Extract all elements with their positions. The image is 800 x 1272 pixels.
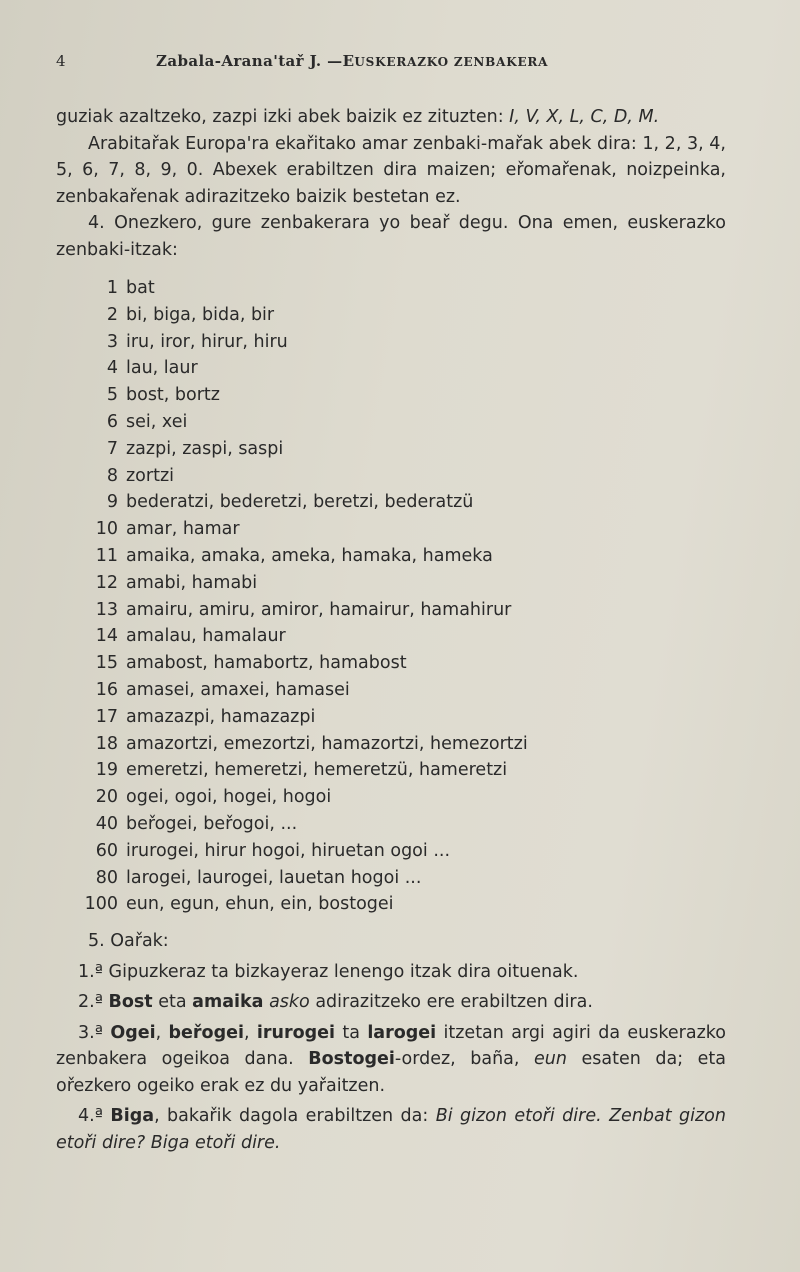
list-item bbox=[56, 811, 726, 838]
note-ordinal: 1.ª bbox=[78, 961, 103, 982]
list-words: zazpi, zaspi, saspi bbox=[126, 438, 284, 459]
note-text: , bakařik dagola erabiltzen da: bbox=[154, 1106, 436, 1127]
title-smallcaps: USKERAZKO ZENBAKERA bbox=[354, 55, 549, 69]
running-title bbox=[156, 52, 548, 70]
note-text: ta bbox=[335, 1022, 368, 1043]
list-words: amasei, amaxei, hamasei bbox=[126, 679, 350, 700]
title-initial: E bbox=[342, 52, 355, 70]
notes-heading: 5. Oařak: bbox=[88, 931, 169, 952]
note-text: eta bbox=[152, 992, 193, 1013]
list-number: 15 bbox=[95, 653, 118, 674]
list-number: 60 bbox=[95, 840, 118, 861]
list-number: 5 bbox=[106, 385, 118, 406]
note-italic-word: asko bbox=[269, 992, 310, 1013]
list-number: 2 bbox=[106, 304, 118, 325]
note-bold-word: Ogei bbox=[110, 1022, 156, 1043]
list-item bbox=[56, 865, 726, 892]
list-words: bost, bortz bbox=[126, 385, 220, 406]
list-number: 9 bbox=[106, 492, 118, 513]
list-words: beřogei, beřogoi, ... bbox=[126, 813, 298, 834]
list-number: 10 bbox=[95, 519, 118, 540]
list-words: ogei, ogoi, hogei, hogoi bbox=[126, 787, 332, 808]
author-name: Zabala-Arana'tař J. bbox=[156, 52, 322, 70]
list-words: amaika, amaka, ameka, hamaka, hameka bbox=[126, 545, 493, 566]
list-words: amabost, hamabortz, hamabost bbox=[126, 653, 407, 674]
body-text bbox=[56, 104, 726, 1156]
list-words: iru, iror, hirur, hiru bbox=[126, 331, 288, 352]
page-number: 4 bbox=[56, 52, 66, 70]
list-item bbox=[56, 382, 726, 409]
note-text: Gipuzkeraz ta bizkayeraz lenengo itzak dira oituenak. bbox=[108, 961, 579, 982]
list-words: bi, biga, bida, bir bbox=[126, 304, 275, 325]
list-number: 80 bbox=[95, 867, 118, 888]
note-text: itzetan argi agiri da euskerazko zenbakera ogeikoa dana. bbox=[56, 1022, 726, 1070]
list-number: 4 bbox=[106, 358, 118, 379]
list-number: 12 bbox=[95, 572, 118, 593]
list-words: sei, xei bbox=[126, 411, 188, 432]
note-ordinal: 2.ª bbox=[78, 992, 103, 1013]
list-item bbox=[56, 436, 726, 463]
note-bold-word: Bostogei bbox=[308, 1049, 395, 1070]
list-words: larogei, laurogei, lauetan hogoi ... bbox=[126, 867, 422, 888]
note-ordinal: 4.ª bbox=[78, 1106, 103, 1127]
list-number: 7 bbox=[106, 438, 118, 459]
list-item bbox=[56, 891, 726, 918]
list-item bbox=[56, 784, 726, 811]
list-item bbox=[56, 275, 726, 302]
list-item bbox=[56, 731, 726, 758]
list-number: 11 bbox=[95, 545, 118, 566]
note-bold-word: beřogei bbox=[168, 1022, 244, 1043]
list-item bbox=[56, 516, 726, 543]
list-number: 19 bbox=[95, 760, 118, 781]
list-item bbox=[56, 543, 726, 570]
list-number: 20 bbox=[95, 787, 118, 808]
list-words: amairu, amiru, amiror, hamairur, hamahirur bbox=[126, 599, 512, 620]
list-item bbox=[56, 329, 726, 356]
list-item bbox=[56, 650, 726, 677]
paragraph-roman-numerals bbox=[56, 104, 726, 131]
list-number: 18 bbox=[95, 733, 118, 754]
list-number: 14 bbox=[95, 626, 118, 647]
list-number: 8 bbox=[106, 465, 118, 486]
list-words: amazortzi, emezortzi, hamazortzi, hemezortzi bbox=[126, 733, 528, 754]
list-number: 100 bbox=[84, 894, 118, 915]
note-1 bbox=[56, 959, 726, 986]
list-words: bat bbox=[126, 278, 155, 298]
list-item bbox=[56, 677, 726, 704]
note-bold-word: amaika bbox=[192, 992, 264, 1013]
list-item bbox=[56, 489, 726, 516]
list-words: zortzi bbox=[126, 465, 174, 486]
list-item bbox=[56, 838, 726, 865]
list-words: bederatzi, bederetzi, beretzi, bederatzü bbox=[126, 492, 474, 513]
list-item bbox=[56, 704, 726, 731]
list-number: 16 bbox=[95, 679, 118, 700]
p1-text: guziak azaltzeko, zazpi izki abek baizik ez zituzten: bbox=[56, 107, 510, 127]
list-number: 3 bbox=[106, 331, 118, 352]
list-item bbox=[56, 355, 726, 382]
list-words: eun, egun, ehun, ein, bostogei bbox=[126, 894, 394, 915]
title-dash: — bbox=[321, 52, 343, 70]
note-bold-word: Biga bbox=[110, 1106, 155, 1127]
list-words: irurogei, hirur hogoi, hiruetan ogoi ... bbox=[126, 840, 451, 861]
note-bold-word: irurogei bbox=[256, 1022, 336, 1043]
list-words: amar, hamar bbox=[126, 519, 240, 540]
list-item bbox=[56, 463, 726, 490]
note-text: , bbox=[243, 1022, 257, 1043]
list-number: 17 bbox=[95, 706, 118, 727]
list-words: amazazpi, hamazazpi bbox=[126, 706, 316, 727]
paragraph-arabic-numerals: Arabitařak Europa'ra ekařitako amar zenbaki-mařak abek dira: 1, 2, 3, 4, 5, 6, 7, 8, 9, 0. Abexek erabiltzen dira maizen; eřomařenak, noizpeinka, zenbakařenak adirazitzeko baizik bestetan ez. bbox=[56, 133, 726, 207]
note-3 bbox=[56, 1020, 726, 1100]
note-2 bbox=[56, 989, 726, 1016]
list-item bbox=[56, 623, 726, 650]
list-item bbox=[56, 597, 726, 624]
list-item bbox=[56, 570, 726, 597]
note-italic-example: Bi gizon etoři dire. Zenbat gizon etoři dire? Biga etoři dire. bbox=[56, 1106, 726, 1153]
list-words: amabi, hamabi bbox=[126, 572, 258, 593]
note-bold-word: larogei bbox=[367, 1022, 437, 1043]
note-bold-word: Bost bbox=[108, 992, 153, 1013]
paragraph-section-4: 4. Onezkero, gure zenbakerara yo beař degu. Ona emen, euskerazko zenbaki-itzak: bbox=[56, 213, 726, 260]
basque-number-list bbox=[56, 275, 726, 918]
list-item bbox=[56, 302, 726, 329]
list-number: 40 bbox=[95, 813, 118, 834]
note-ordinal: 3.ª bbox=[78, 1022, 103, 1043]
note-text: , bbox=[155, 1022, 169, 1043]
note-4 bbox=[56, 1103, 726, 1156]
note-text: adirazitzeko ere erabiltzen dira. bbox=[309, 992, 593, 1013]
list-number: 13 bbox=[95, 599, 118, 620]
list-item bbox=[56, 757, 726, 784]
list-words: lau, laur bbox=[126, 358, 198, 379]
list-number: 1 bbox=[106, 278, 118, 298]
list-item bbox=[56, 409, 726, 436]
list-words: emeretzi, hemeretzi, hemeretzü, hameretzi bbox=[126, 760, 508, 781]
list-number: 6 bbox=[106, 411, 118, 432]
roman-numerals: I, V, X, L, C, D, M. bbox=[509, 107, 660, 127]
note-text: -ordez, baña, bbox=[394, 1049, 535, 1070]
note-text: esaten da; eta ořezkero ogeiko erak ez du yařaitzen. bbox=[56, 1049, 726, 1096]
list-words: amalau, hamalaur bbox=[126, 626, 286, 647]
note-italic-word: eun bbox=[534, 1049, 567, 1070]
